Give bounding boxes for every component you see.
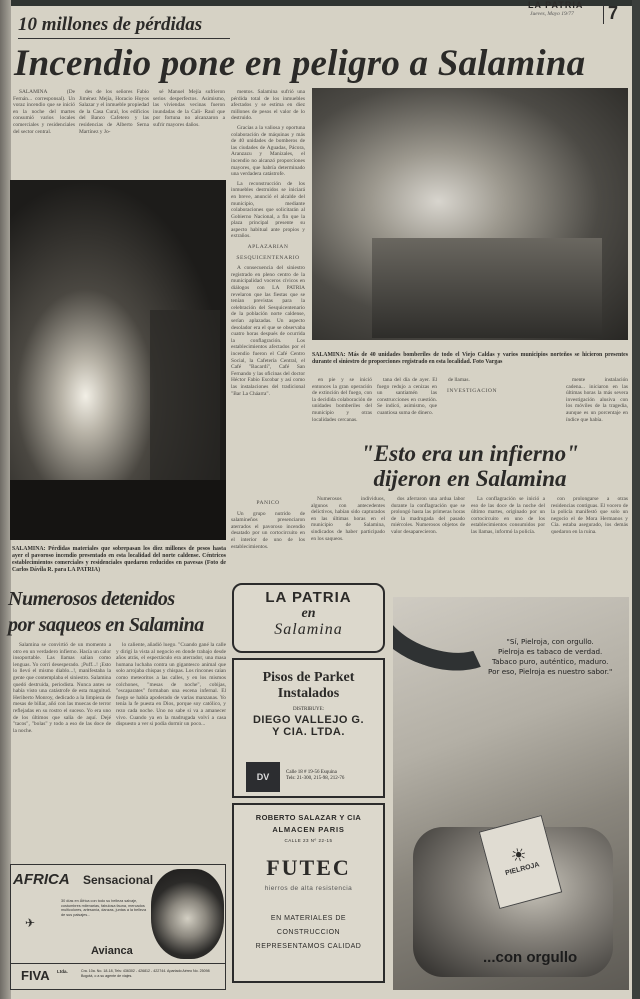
pielroja-ad: "Sí, Pielroja, con orgullo. Pielroja es tabaco de verdad. Tabaco puro, auténtico, maduro. Por eso, Pielroja es nuestro sabor." ☀ PIELROJA ...con orgullo [393,597,629,990]
parket-ad: Pisos de Parket Instalados DISTRIBUYE: DIEGO VALLEJO G. Y CIA. LTDA. DV Calle 18 # 19-56 Esquina Tels: 21-300, 215-98, 212-76 [232,658,385,798]
subhead: SESQUICENTENARIO [236,254,300,261]
futec-ad: ROBERTO SALAZAR Y CIA ALMACEN PARIS CALLE 23 Nº 22-15 FUTEC hierros de alta resistencia EN MATERIALES DE CONSTRUCCION REPRESENTAMOS CALIDAD [232,803,385,983]
fiva-logo: FIVA [21,968,50,983]
page-number: 7 [603,3,618,24]
photo-caption: SALAMINA: Más de 40 unidades bomberiles de todo el Viejo Caldas y varios municipios norteños se hicieron presentes durante el siniestro de proporciones registrado en esta localidad. Foto Vargas [312,352,628,365]
masthead: LA PATRIA [528,0,584,10]
main-headline: Incendio pone en peligro a Salamina [14,43,586,84]
fire-ruins-photo [312,88,628,340]
issue-date: Jueves, Mayo 19/77 [530,11,574,17]
dv-logo: DV [246,762,280,792]
avianca-africa-ad: AFRICA Sensacional 30 días en África con todo su belleza salvaje, costumbres milenarias, fabulosa fauna, mercados multicolores, artesanía, danzas, juntas a la belleza de sus paisajes... ✈ Avianca FIVA Ltda. Cra. 10a. No. 18-18, Tels: 436302 - 426812 - 422744. Apartado Aéreo No. 25098 Bogotá, o a su agente de viajes. [10,864,226,990]
article-column: Salamina se convirtió de un momento a otro en un verdadero infierno. Hacía un calor insoportable. Las llamas salían como lenguas. Yo corrí desesperado. ¡Puff...! ¡Esto lo llevó el mismo diablo...!, manifestaba la gente que contemplaba el siniestro. Salamina quedó destruida, periodista. Nunca antes se había visto una catástrofe de esta magnitud. Heriberto Monroy, dedicado a la limpieza de mesas de billar, añó con las muecas de terror reflejadas en su rostro el suceso. Yo era uno de los últimos que salía de aquí. Dejé "tacos", "bolas" y todo a eso de las doce de la noche. [13,642,111,734]
kicker: 10 millones de pérdidas [18,14,230,39]
article-column: con prolongarse a otras residencias contiguas. El vocero de la policía manifestó que solo un negocio el de Mora Hermanos y Cía. estaba asegurado, los demás quedaron en la ruina. [551,496,628,535]
photo-caption: SALAMINA: Pérdidas materiales que sobrepasan los diez millones de pesos hasta ayer el pavoroso incendio presentado en esta localidad del norte caldense. Céntricos establecimientos comerciales y residenciales quedaron reducidos en pavesas (Foto de Carlos Dávila R. para LA PATRIA) [12,546,226,573]
story2-headline: "Esto era un infierno" dijeron en Salamina [361,441,579,491]
article-column: des de los señores Fabio Jiménez Mejía, Horacio Hoyos Salazar y el inmueble propiedad de la Casa Cural, los edificios del Banco Cafetero y las residencias de Alberto Serna Martínez y Jo- [79,89,149,135]
la-patria-en-salamina-box: LA PATRIA en Salamina [232,583,385,653]
article-column: SALAMINA (De Fernán... corresponsal). Un voraz incendio que se inició en la noche del martes consumió varios locales comerciales y residenciales del sector central. [13,89,75,135]
subhead: APLAZARIAN [247,244,289,251]
subhead: PANICO [256,500,280,506]
article-column: de llamas. INVESTIGACION [442,377,502,429]
indian-head-emblem: ☀ [508,843,530,867]
article-column: dos aferraron una ardua labor durante la conflagración que se prolongó hasta las primeras horas de la madrugada del pasado miércoles. Numerosos objetos de valor desaparecieron. [391,496,465,535]
article-column: Numerosos individuos, algunos con antecedentes delictivos, habían sido capturados en las últimas horas en el municipio de Salamina, sindicados de haber participado en los saqueos. [311,496,385,542]
article-column: mentos. Salamina sufrió una pérdida total de los inmuebles afectados y se estima en diez millones de pesos el valor de lo destruido. Gracias a la valiosa y oportuna colaboración de máquinas y más de 40 unidades de bomberos de las ciudades de Aguadas, Pácora, Aranzazu y Manizales, el incendio no alcanzó proporciones mayores, que habría determinado una verdadera catástrofe. La reconstrucción de los inmuebles destruidos se iniciará en breve, anunció el alcalde del municipio, mediante colaboraciones que solicitarán al Gobierno Nacional, a fin que la plaza principal presente su aspecto habitual ante propios y extraños. APLAZARIAN SESQUICENTENARIO A consecuencia del siniestro registrado en pleno centro de la municipalidad voceros cívicos en diálogos con LA PATRIA revelaron que las fiestas que se tenían previstas para la celebración del Sesquicentenario de la población norte caldense, serían aplazadas. Un aspecto desolador era el que se observaba cuatro horas después de ocurrida la conflagración. Los establecimientos afectados por el incendio fueron el Café Centro Social, la Cafetería Central, el Café "Bacardí", Café San Fernando y las oficinas del doctor Héctor Fabio Escobar y así como las instalaciones del tradicional "Bar La Cháarra". [231,89,305,397]
futec-logo: FUTEC [266,855,351,880]
lion-illustration [151,869,224,959]
cigarette-pack: ☀ PIELROJA [479,815,562,909]
article-column: sé Manuel Mejía sufrieron serios desperfectos. Asimismo, las viviendas vecinas fueron inundadas de la Cali- Raul que por fortuna no alcanzaron a sufrir mayores daños. [153,89,225,128]
article-column: mente instalación cadena... iniciaron en las últimas horas la más severa investigación alusiva con los móviles de la tragedia, aunque es un porcentaje en índice que había. [566,377,628,423]
fire-night-photo [10,180,226,540]
article-column: en pie y se inició entonces la gran operación de extinción del fuego, con la decidida colaboración de unidades bomberiles del municipio y otras localidades cercanas. [312,377,372,423]
article-column: tana del día de ayer. El fuego redujo a cenizas en un santiamén las construcciones en cuestión. Se indicó, asimismo, que cuantiosa suma de dinero. [377,377,437,416]
article-column: PANICO Un grupo nutrido de salamineños presenciaron aterrados el pavoroso incendio desatado por un cortocircuito en el interior de uno de los establecimientos. [231,500,305,550]
article-column: lo caliente, añadió luego. "Cuando gané la calle y dirigí la vista al negocio en donde trabajo desde años atrás, el espectáculo era aterrador, una masa humana luchaba contra un gigantesco animal que solo arrojaba chispas y chispas. Los rincones caían como meteoritos a las calles, y en los mismos colchones, "mesas de noche", cobijas, "escaparates" formaban una escena infernal. El fuego se había apoderado de varias manzanas. Yo tenía la fe puesta en Dios, porque soy católico, y rezo cada noche. Uno no sabe si va a amanecer vivo. Cuando ya en la madrugada volví a casa dispuesto a ver si podía dormir un poco... [116,642,226,728]
article-column: La conflagración se inició a eso de las doce de la noche del último martes, originado por un cortocircuito en uno de los establecimientos consumidos por las llamas, informó la policía. [471,496,545,535]
story3-headline: Numerosos detenidos por saqueos en Salamina [8,588,204,636]
airplane-icon: ✈ [25,916,36,930]
subhead: INVESTIGACION [446,387,497,394]
avianca-logo: Avianca [91,945,133,957]
page-edge-right [632,0,640,999]
